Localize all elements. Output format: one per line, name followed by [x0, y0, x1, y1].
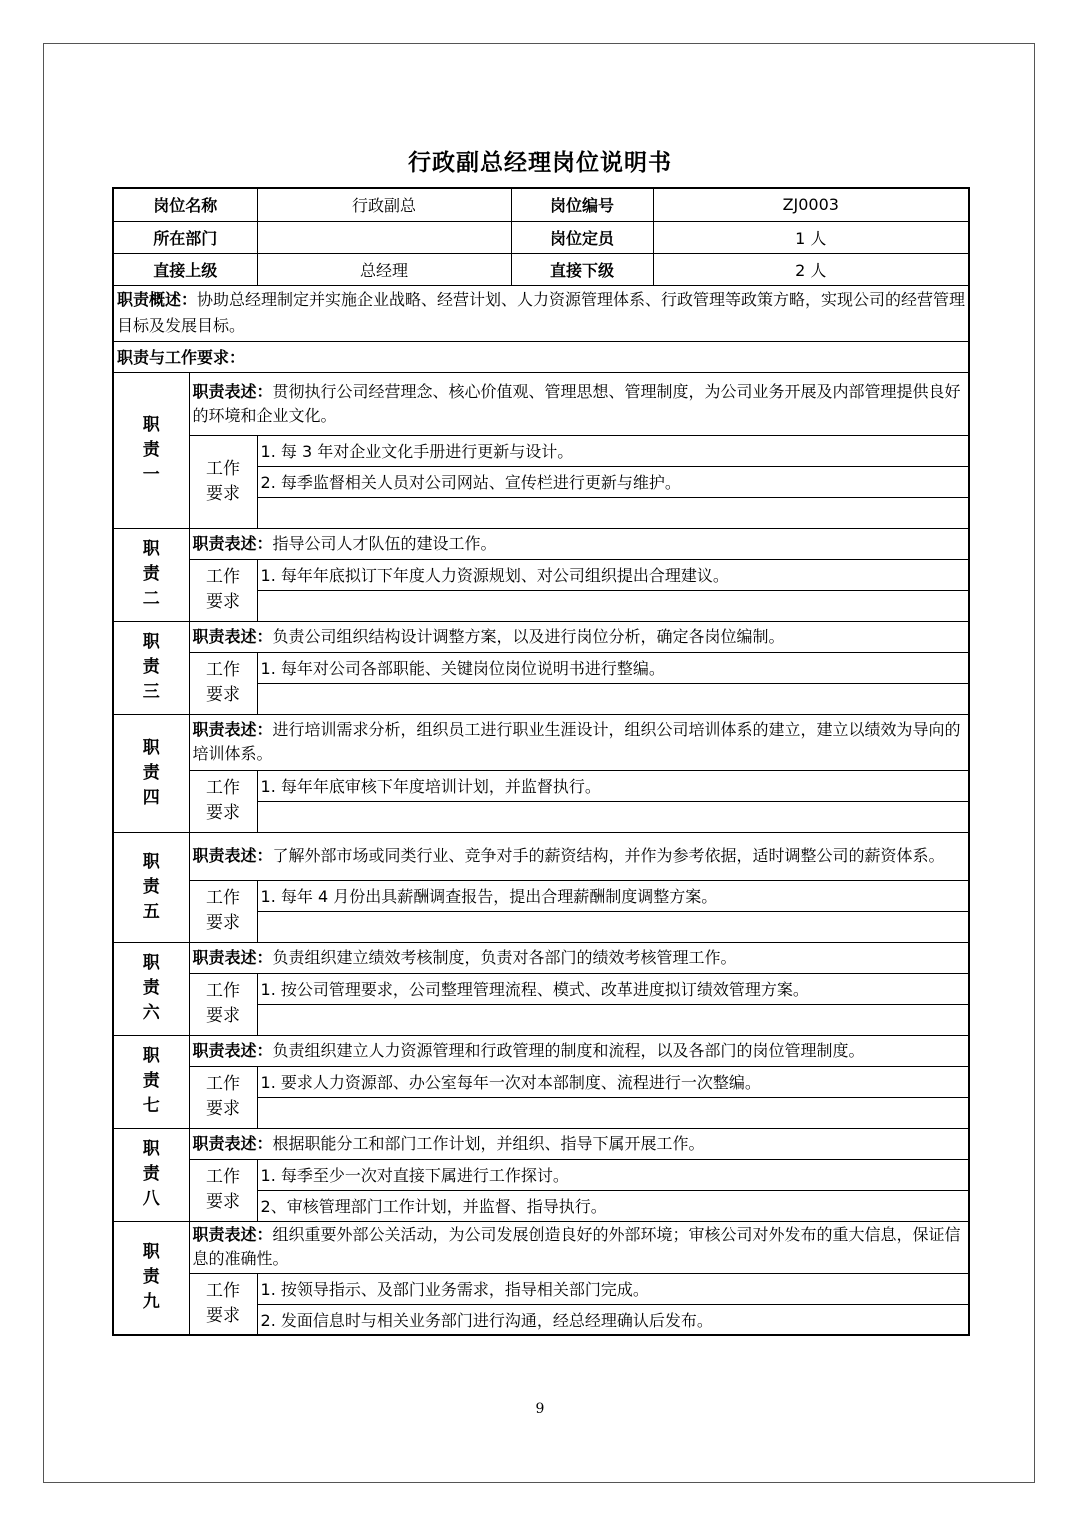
- duty-description-label: 职责表述：: [192, 1133, 273, 1153]
- work-requirements-label-line: 要求: [206, 1305, 240, 1326]
- work-requirements-label-line: 要求: [206, 803, 240, 823]
- requirement-row: [113, 973, 969, 1004]
- duty-label-char: 七: [142, 1096, 160, 1116]
- requirement-item: [257, 801, 969, 832]
- duty-label-char: 五: [142, 901, 160, 922]
- duty-row-three: [113, 621, 969, 652]
- requirement-item: 1. 每 3 年对企业文化手册进行更新与设计。: [257, 435, 969, 466]
- duties-heading: 职责与工作要求：: [113, 341, 969, 372]
- duty-description: [189, 372, 969, 435]
- duty-label-char: 职: [142, 953, 160, 973]
- work-requirements-label: [189, 1159, 257, 1221]
- duty-description-label: 职责表述：: [192, 720, 273, 739]
- duty-label-char: 责: [142, 657, 160, 677]
- duty-description-text: 了解外部市场或同类行业、竞争对手的薪资结构，并作为参考依据，适时调整公司的薪资体系。: [272, 846, 945, 865]
- requirement-item: 1. 每季至少一次对直接下属进行工作探讨。: [257, 1159, 969, 1190]
- duty-label-char: 职: [142, 1046, 160, 1066]
- duty-label: [113, 942, 189, 1035]
- duty-description-text: 组织重要外部公关活动，为公司发展创造良好的外部环境；审核公司对外发布的重大信息，保证信息的准确性。: [192, 1225, 961, 1268]
- duty-label-char: 二: [142, 589, 160, 609]
- requirement-item: 1. 每年年底审核下年度培训计划，并监督执行。: [257, 770, 969, 801]
- work-requirements-label-line: 要求: [206, 913, 240, 933]
- requirement-item: [257, 1097, 969, 1128]
- work-requirements-label-line: 工作: [206, 660, 240, 680]
- document-title: 行政副总经理岗位说明书: [408, 150, 672, 176]
- duty-description: [189, 1221, 969, 1273]
- duty-label: [113, 832, 189, 942]
- duty-description: [189, 942, 969, 973]
- work-requirements-label-line: 要求: [206, 483, 240, 504]
- work-requirements-label: [189, 1273, 257, 1335]
- requirement-row: [113, 559, 969, 590]
- requirement-item: 2、审核管理部门工作计划，并监督、指导执行。: [257, 1190, 969, 1221]
- requirement-item: 1. 按公司管理要求，公司整理管理流程、模式、改革进度拟订绩效管理方案。: [257, 973, 969, 1004]
- duty-description-label: 职责表述：: [192, 846, 273, 865]
- requirement-item: 1. 要求人力资源部、办公室每年一次对本部制度、流程进行一次整编。: [257, 1066, 969, 1097]
- work-requirements-label: [189, 559, 257, 621]
- headcount-label: 岗位定员: [511, 221, 653, 253]
- work-requirements-label-line: 工作: [206, 458, 240, 479]
- page-number: 9: [535, 1401, 545, 1417]
- duty-description: [189, 621, 969, 652]
- duty-label: [113, 1128, 189, 1221]
- duty-label-char: 职: [142, 632, 160, 652]
- duty-label-char: 四: [142, 787, 160, 808]
- duty-description-text: 根据职能分工和部门工作计划，并组织、指导下属开展工作。: [272, 1133, 705, 1153]
- work-requirements-label: [189, 880, 257, 942]
- duty-row-four: [113, 714, 969, 770]
- duty-label-char: 责: [142, 1071, 160, 1091]
- duty-label-char: 职: [142, 1242, 160, 1263]
- duty-label: [113, 1035, 189, 1128]
- work-requirements-label-line: 工作: [206, 888, 240, 908]
- duty-label: [113, 1221, 189, 1335]
- duty-description: [189, 1035, 969, 1066]
- duty-row-eight: [113, 1128, 969, 1159]
- work-requirements-label-line: 工作: [206, 1167, 240, 1187]
- work-requirements-label: [189, 973, 257, 1035]
- work-requirements-label: [189, 435, 257, 528]
- overview-text: 协助总经理制定并实施企业战略、经营计划、人力资源管理体系、行政管理等政策方略，实现公司的经营管理目标及发展目标。: [117, 290, 966, 335]
- requirement-item: [257, 683, 969, 714]
- headcount-value: 1 人: [653, 221, 969, 253]
- duty-description-label: 职责表述：: [192, 626, 273, 646]
- duty-row-one: [113, 372, 969, 435]
- work-requirements-label-line: 工作: [206, 778, 240, 798]
- requirement-item: [257, 911, 969, 942]
- department-value: [257, 221, 511, 253]
- duty-label: [113, 714, 189, 832]
- work-requirements-label-line: 要求: [206, 1006, 240, 1026]
- duty-description-label: 职责表述：: [192, 533, 273, 553]
- work-requirements-label: [189, 652, 257, 714]
- duty-label-char: 三: [142, 682, 160, 702]
- header-row-position: [113, 188, 969, 221]
- duty-label-char: 职: [142, 539, 160, 559]
- requirement-item: 1. 每年年底拟订下年度人力资源规划、对公司组织提出合理建议。: [257, 559, 969, 590]
- requirement-row: [113, 652, 969, 683]
- requirement-item: [257, 590, 969, 621]
- duty-label-char: 八: [142, 1189, 160, 1209]
- duty-label-char: 责: [142, 1164, 160, 1184]
- header-row-reporting: [113, 253, 969, 285]
- duty-label: [113, 372, 189, 528]
- requirement-row: [113, 880, 969, 911]
- requirement-item: 1. 每年 4 月份出具薪酬调查报告，提出合理薪酬制度调整方案。: [257, 880, 969, 911]
- work-requirements-label-line: 工作: [206, 1074, 240, 1094]
- duty-description-text: 贯彻执行公司经营理念、核心价值观、管理思想、管理制度，为公司业务开展及内部管理提供良好的环境和企业文化。: [192, 381, 961, 425]
- requirement-item: 2. 每季监督相关人员对公司网站、宣传栏进行更新与维护。: [257, 466, 969, 497]
- duties-heading-row: [113, 341, 969, 372]
- work-requirements-label: [189, 770, 257, 832]
- duty-description: [189, 528, 969, 559]
- requirement-item: [257, 497, 969, 528]
- work-requirements-label-line: 要求: [206, 1192, 240, 1212]
- duty-description-text: 负责组织建立绩效考核制度，负责对各部门的绩效考核管理工作。: [272, 947, 737, 967]
- duty-description-text: 负责公司组织结构设计调整方案，以及进行岗位分析，确定各岗位编制。: [272, 626, 785, 646]
- requirement-item: 1. 按领导指示、及部门业务需求，指导相关部门完成。: [257, 1273, 969, 1304]
- duty-label-char: 职: [142, 737, 160, 758]
- requirement-row: [113, 770, 969, 801]
- position-name-label: 岗位名称: [113, 188, 257, 221]
- overview-label: 职责概述：: [117, 290, 198, 309]
- requirement-item: 2. 发面信息时与相关业务部门进行沟通，经总经理确认后发布。: [257, 1304, 969, 1335]
- duty-label-char: 责: [142, 762, 160, 783]
- duty-label-char: 责: [142, 876, 160, 897]
- duty-label-char: 责: [142, 978, 160, 998]
- duty-label-char: 职: [142, 414, 160, 435]
- duty-description: [189, 1128, 969, 1159]
- duty-description: [189, 832, 969, 880]
- duty-description-label: 职责表述：: [192, 947, 273, 967]
- work-requirements-label-line: 要求: [206, 685, 240, 705]
- requirement-row: [113, 1273, 969, 1304]
- duty-label-char: 职: [142, 1139, 160, 1159]
- subordinates-value: 2 人: [653, 253, 969, 285]
- duty-description-text: 指导公司人才队伍的建设工作。: [272, 533, 497, 553]
- duty-row-nine: [113, 1221, 969, 1273]
- duty-label-char: 职: [142, 851, 160, 872]
- duty-description-text: 负责组织建立人力资源管理和行政管理的制度和流程，以及各部门的岗位管理制度。: [272, 1040, 865, 1060]
- duty-row-five: [113, 832, 969, 880]
- job-description-table: [112, 187, 970, 1336]
- duty-label-char: 九: [142, 1292, 160, 1313]
- work-requirements-label-line: 要求: [206, 592, 240, 612]
- work-requirements-label-line: 工作: [206, 567, 240, 587]
- duty-description-text: 进行培训需求分析，组织员工进行职业生涯设计，组织公司培训体系的建立，建立以绩效为导向的培训体系。: [192, 720, 961, 763]
- duty-label-char: 责: [142, 439, 160, 460]
- work-requirements-label-line: 工作: [206, 981, 240, 1001]
- department-label: 所在部门: [113, 221, 257, 253]
- work-requirements-label-line: 要求: [206, 1099, 240, 1119]
- superior-label: 直接上级: [113, 253, 257, 285]
- duty-label: [113, 621, 189, 714]
- duty-row-seven: [113, 1035, 969, 1066]
- duty-label: [113, 528, 189, 621]
- duty-label-char: 责: [142, 1267, 160, 1288]
- duty-description: [189, 714, 969, 770]
- duty-label-char: 一: [142, 464, 160, 485]
- duty-label-char: 六: [142, 1003, 160, 1023]
- requirement-item: [257, 1004, 969, 1035]
- work-requirements-label-line: 工作: [206, 1280, 240, 1301]
- position-code-label: 岗位编号: [511, 188, 653, 221]
- subordinates-label: 直接下级: [511, 253, 653, 285]
- requirement-row: [113, 435, 969, 466]
- position-name-value: 行政副总: [257, 188, 511, 221]
- work-requirements-label: [189, 1066, 257, 1128]
- requirement-item: 1. 每年对公司各部职能、关键岗位岗位说明书进行整编。: [257, 652, 969, 683]
- requirement-row: [113, 1159, 969, 1190]
- duty-description-label: 职责表述：: [192, 1040, 273, 1060]
- duty-description-label: 职责表述：: [192, 1225, 273, 1244]
- requirement-row: [113, 1066, 969, 1097]
- overview-cell: [113, 285, 969, 341]
- duty-description-label: 职责表述：: [192, 381, 273, 401]
- duty-label-char: 责: [142, 564, 160, 584]
- duty-row-six: [113, 942, 969, 973]
- overview-row: [113, 285, 969, 341]
- position-code-value: ZJ0003: [653, 188, 969, 221]
- duty-row-two: [113, 528, 969, 559]
- superior-value: 总经理: [257, 253, 511, 285]
- header-row-department: [113, 221, 969, 253]
